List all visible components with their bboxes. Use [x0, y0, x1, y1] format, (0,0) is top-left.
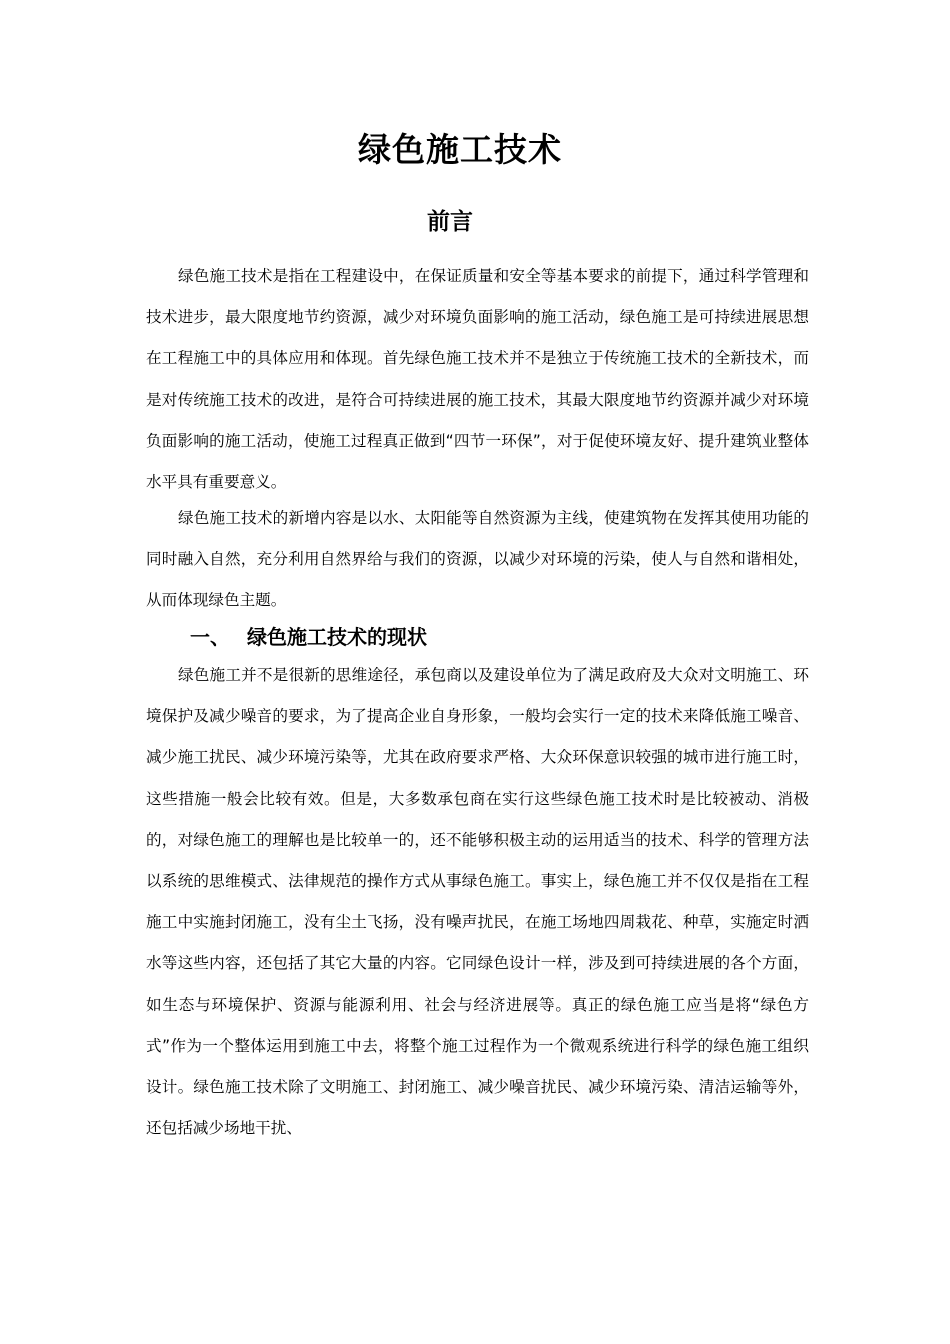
document-title: 绿色施工技术 [358, 130, 562, 169]
section-paragraph: 绿色施工并不是很新的思维途径，承包商以及建设单位为了满足政府及大众对文明施工、环境保护及减少噪音的要求，为了提高企业自身形象，一般均会实行一定的技术来降低施工噪音、减少施工扰民、减少环境污染等，尤其在政府要求严格、大众环保意识较强的城市进行施工时，这些措施一般会比较有效。但是，大多数承包商在实行这些绿色施工技术时是比较被动、消极的，对绿色施工的理解也是比较单一的，还不能够积极主动的运用适当的技术、科学的管理方法以系统的思维模式、法律规范的操作方式从事绿色施工。事实上，绿色施工并不仅仅是指在工程施工中实施封闭施工，没有尘土飞扬，没有噪声扰民，在施工场地四周栽花、种草，实施定时洒水等这些内容，还包括了其它大量的内容。它同绿色设计一样，涉及到可持续进展的各个方面，如生态与环境保护、资源与能源利用、社会与经济进展等。真正的绿色施工应当是将“绿色方式”作为一个整体运用到施工中去，将整个施工过程作为一个微观系统进行科学的绿色施工组织设计。绿色施工技术除了文明施工、封闭施工、减少噪音扰民、减少环境污染、清洁运输等外，还包括减少场地干扰、 [146, 666, 809, 1138]
preface-heading: 前言 [427, 209, 473, 235]
section-heading [190, 617, 427, 657]
section-title: 绿色施工技术的现状 [247, 625, 427, 649]
section-number: 一、 [190, 625, 230, 649]
preface-paragraph-1: 绿色施工技术是指在工程建设中，在保证质量和安全等基本要求的前提下，通过科学管理和技术进步，最大限度地节约资源，减少对环境负面影响的施工活动，绿色施工是可持续进展思想在工程施工中的具体应用和体现。首先绿色施工技术并不是独立于传统施工技术的全新技术，而是对传统施工技术的改进，是符合可持续进展的施工技术，其最大限度地节约资源并减少对环境负面影响的施工活动，使施工过程真正做到“四节一环保”，对于促使环境友好、提升建筑业整体水平具有重要意义。 [146, 267, 809, 492]
preface-paragraph-2: 绿色施工技术的新增内容是以水、太阳能等自然资源为主线，使建筑物在发挥其使用功能的同时融入自然，充分利用自然界给与我们的资源，以减少对环境的污染，使人与自然和谐相处，从而体现绿色主题。 [146, 509, 809, 610]
